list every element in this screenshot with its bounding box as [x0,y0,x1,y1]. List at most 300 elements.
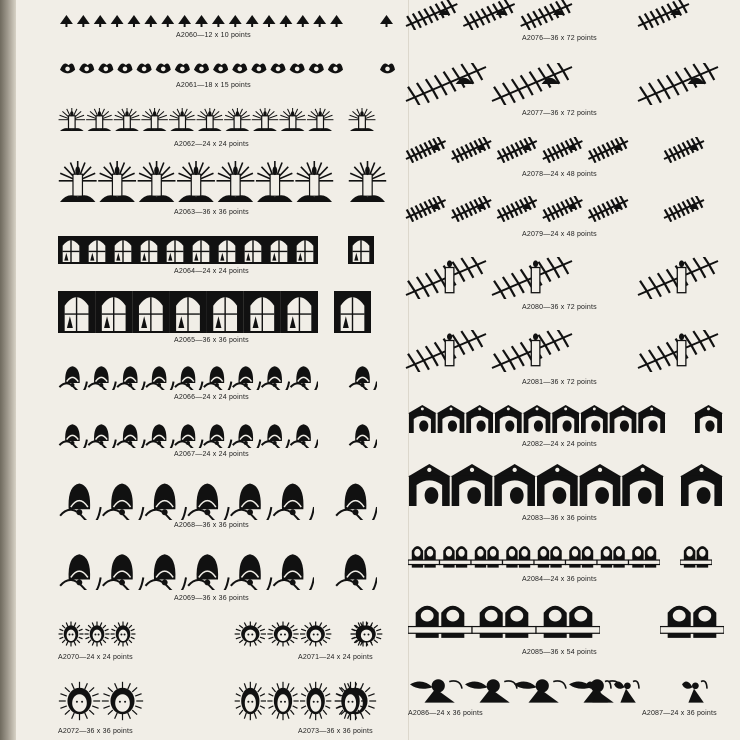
tree-icon [313,15,326,27]
pine-branch-icon [664,137,704,163]
bell-icon [349,424,377,448]
specimen-caption [174,522,249,529]
specimen-code: A2070 [58,654,80,661]
specimen-caption [174,595,249,602]
candle-icon [169,108,195,131]
ornament-single [660,598,724,640]
window-icon [136,236,162,264]
candle-icon [197,108,223,131]
nativity-icon [536,464,579,506]
face-icon [300,682,331,720]
specimen-code: A2079 [522,231,544,238]
ornament-single [662,137,708,163]
holly-icon [117,63,132,73]
window-icon [281,291,318,333]
holly-icon [137,63,152,73]
specimen-code: A2066 [174,394,196,401]
tree-icon [94,15,107,27]
window-icon [95,291,132,333]
specimen-caption [58,728,133,735]
ornament-single [348,161,387,205]
nativity-icon [579,464,622,506]
bell-icon [117,424,144,448]
nativity-icon [580,405,609,433]
tree-icon [279,15,292,27]
candle-icon [279,108,305,131]
candle-icon [256,161,294,202]
specimen-caption [174,451,249,458]
specimen-code: A2081 [522,379,544,386]
tree-icon [144,15,157,27]
tree-icon [178,15,191,27]
tree-icon [77,15,90,27]
ornament-single [680,676,708,704]
specimen-separator: — [543,515,551,522]
specimen-code: A2060 [176,32,198,39]
candle-icon [86,108,112,131]
candle-icon [114,108,140,131]
holly-icon [60,63,75,73]
holly-icon [213,63,228,73]
specimen-caption [174,394,249,401]
specimen-caption [522,171,597,178]
angel-icon [410,679,462,702]
angel-icon [514,679,566,702]
specimen-code: A2086 [408,710,430,717]
pine-branch-icon [521,0,572,30]
specimen-caption [522,649,597,656]
specimen-code: A2069 [174,595,196,602]
window-icon [58,236,84,264]
bell-icon [146,366,173,390]
bell-icon [233,424,260,448]
tree-icon [229,15,242,27]
ornament-strip [58,621,136,647]
specimen-caption [522,110,597,117]
bell-icon [145,483,186,520]
ornament-single [680,464,723,506]
bell-icon [336,483,377,520]
holly-icon [232,63,247,73]
tree-icon [195,15,208,27]
specimen-size: 36 x 36 points [202,595,249,602]
specimen-code: A2083 [522,515,544,522]
face-icon [111,622,136,647]
nativity-icon [694,405,723,433]
choir-icon [660,606,724,638]
ornament-single [334,291,371,333]
window-icon [207,291,244,333]
tree-icon [246,15,259,27]
specimen-size: 24 x 24 points [202,451,249,458]
nativity-icon [551,405,580,433]
candle-icon [59,108,85,131]
specimen-caption [174,268,249,275]
bell-icon [146,424,173,448]
specimen-caption [522,304,597,311]
choir-icon [503,546,535,567]
face-icon [235,622,266,647]
choir-icon [440,546,472,567]
specimen-caption [176,32,251,39]
ornament-strip [58,14,345,27]
holly-icon [175,63,190,73]
face-icon [335,682,367,720]
specimen-separator: — [197,32,205,39]
ornament-single [348,236,374,264]
specimen-code: A2073 [298,728,320,735]
tree-icon [380,15,393,27]
bell-icon [204,424,231,448]
specimen-size: 36 x 72 points [550,379,597,386]
face-icon [267,682,298,720]
specimen-caption [174,141,249,148]
angel-icon [682,681,707,703]
pine-branch-icon [406,63,486,105]
ornament-strip [58,59,345,77]
ornament-single [378,14,395,27]
specimen-caption [642,710,717,717]
holly-icon [290,63,305,73]
holly-icon [251,63,266,73]
specimen-caption [522,576,597,583]
nativity-icon [494,405,523,433]
bell-icon [262,366,289,390]
specimen-size: 24 x 24 points [326,654,373,661]
specimen-code: A2064 [174,268,196,275]
ornament-strip [404,63,576,105]
specimen-separator: — [543,110,551,117]
ornament-single [350,621,383,647]
window-icon [162,236,188,264]
tree-icon [212,15,225,27]
specimen-separator: — [543,304,551,311]
bell-icon [145,554,186,590]
bell-icon [262,424,289,448]
window-icon [292,236,318,264]
bell-icon [103,554,144,590]
window-icon [169,291,206,333]
specimen-size: 36 x 36 points [202,522,249,529]
holly-icon [98,63,113,73]
specimen-caption [174,209,249,216]
bell-icon [103,483,144,520]
specimen-code: A2061 [176,82,198,89]
specimen-code: A2067 [174,451,196,458]
specimen-separator: — [429,710,437,717]
specimen-separator: — [319,654,327,661]
ornament-single [348,108,376,134]
window-icon [58,291,95,333]
face-icon [235,682,266,720]
ornament-strip [584,676,640,704]
ornament-strip [404,330,576,372]
bell-icon [273,483,314,520]
window-icon [84,236,110,264]
window-icon [266,236,292,264]
pine-branch-icon [588,196,628,222]
specimen-code: A2071 [298,654,320,661]
angel-icon [586,681,611,703]
specimen-size: 24 x 24 points [202,268,249,275]
candle-icon [98,161,136,202]
specimen-size: 36 x 72 points [550,110,597,117]
holly-icon [270,63,285,73]
pine-candle-icon [492,330,572,372]
bell-icon [59,366,86,390]
specimen-caption [408,710,483,717]
ornament-single [680,541,712,569]
nativity-icon [637,405,666,433]
ornament-single [348,362,377,390]
ornament-strip [58,420,318,448]
specimen-separator: — [195,394,203,401]
specimen-size: 18 x 15 points [204,82,251,89]
face-icon [351,622,383,647]
holly-icon [328,63,343,73]
holly-icon [309,63,324,73]
specimen-separator: — [195,451,203,458]
bell-icon [273,554,314,590]
bell-icon [88,366,115,390]
bell-icon [231,483,272,520]
choir-icon [471,546,503,567]
specimen-code: A2065 [174,337,196,344]
ornament-strip [404,0,576,30]
ornament-strip [404,257,576,299]
face-icon [267,622,298,647]
pine-candle-icon [406,257,486,299]
tree-icon [263,15,276,27]
specimen-separator: — [195,141,203,148]
specimen-caption [522,441,597,448]
catalog-page [16,0,740,740]
ornament-strip [404,196,632,222]
specimen-size: 24 x 24 points [86,654,133,661]
specimen-code: A2072 [58,728,80,735]
specimen-caption [522,515,597,522]
ornament-strip [58,108,334,134]
tree-icon [296,15,309,27]
specimen-size: 24 x 24 points [202,394,249,401]
face-icon [300,622,331,647]
specimen-size: 36 x 36 points [202,209,249,216]
ornament-single [334,548,377,590]
bell-icon [231,554,272,590]
bell-icon [188,554,229,590]
candle-icon [252,108,278,131]
choir-icon [536,606,600,638]
nativity-icon [437,405,466,433]
ornament-strip [408,676,518,704]
window-icon [244,291,281,333]
bell-icon [188,483,229,520]
pine-branch-icon [588,137,628,163]
specimen-caption [174,337,249,344]
ornament-single [348,420,377,448]
holly-icon [380,63,395,73]
specimen-code: A2085 [522,649,544,656]
ornament-strip [58,681,144,721]
angel-icon [465,679,517,702]
specimen-size: 24 x 24 points [550,441,597,448]
specimen-separator: — [197,82,205,89]
ornament-strip [234,621,332,647]
bell-icon [349,366,377,390]
ornament-single [636,257,722,299]
bell-icon [291,424,318,448]
pine-branch-icon [497,196,537,222]
specimen-code: A2080 [522,304,544,311]
pine-branch-icon [543,196,583,222]
choir-icon [408,606,472,638]
specimen-caption [176,82,251,89]
specimen-size: 24 x 36 points [670,710,717,717]
pine-branch-icon [638,0,689,30]
specimen-separator: — [543,35,551,42]
tree-icon [161,15,174,27]
pine-branch-icon [406,0,457,30]
bell-icon [60,483,101,520]
pine-branch-icon [463,0,514,30]
specimen-code: A2076 [522,35,544,42]
bell-icon [117,366,144,390]
window-icon [348,236,374,264]
specimen-size: 36 x 72 points [550,35,597,42]
window-icon [132,291,169,333]
bell-icon [336,554,377,590]
choir-icon [680,546,712,567]
window-icon [214,236,240,264]
nativity-icon [523,405,552,433]
window-icon [188,236,214,264]
holly-icon [194,63,209,73]
candle-icon [141,108,167,131]
specimen-size: 36 x 36 points [326,728,373,735]
nativity-icon [680,464,723,506]
pine-branch-icon [452,137,492,163]
tree-icon [111,15,124,27]
specimen-separator: — [543,379,551,386]
specimen-separator: — [543,231,551,238]
choir-icon [534,546,566,567]
tree-icon [60,15,73,27]
candle-icon [349,108,376,131]
specimen-size: 36 x 54 points [550,649,597,656]
bell-icon [204,366,231,390]
specimen-size: 24 x 48 points [550,171,597,178]
pine-candle-icon [638,257,718,299]
specimen-separator: — [195,337,203,344]
specimen-separator: — [79,728,87,735]
pine-branch-icon [664,196,704,222]
ornament-strip [408,405,666,433]
specimen-code: A2062 [174,141,196,148]
specimen-separator: — [543,441,551,448]
bell-icon [59,424,86,448]
face-icon [102,682,143,720]
face-icon [59,622,84,647]
bell-icon [175,366,202,390]
holly-icon [156,63,171,73]
window-icon [110,236,136,264]
specimen-separator: — [79,654,87,661]
pine-branch-icon [492,63,572,105]
bell-icon [233,366,260,390]
candle-icon [217,161,255,202]
nativity-icon [408,464,451,506]
specimen-separator: — [195,522,203,529]
face-icon [59,682,100,720]
face-icon [85,622,110,647]
ornament-strip [408,464,664,506]
candle-icon [295,161,333,202]
angel-icon [614,681,639,703]
bell-icon [291,366,318,390]
bell-icon [60,554,101,590]
ornament-single [334,681,367,721]
specimen-caption [522,35,597,42]
ornament-single [662,196,708,222]
nativity-icon [408,405,437,433]
ornament-strip [58,477,314,520]
nativity-icon [451,464,494,506]
specimen-separator: — [195,209,203,216]
ornament-strip [58,291,318,333]
nativity-icon [609,405,638,433]
choir-icon [629,546,661,567]
specimen-caption [522,231,597,238]
specimen-size: 36 x 36 points [202,337,249,344]
specimen-separator: — [543,171,551,178]
specimen-size: 24 x 48 points [550,231,597,238]
specimen-size: 24 x 24 points [202,141,249,148]
specimen-code: A2087 [642,710,664,717]
ornament-strip [58,161,334,205]
nativity-icon [493,464,536,506]
candle-icon [224,108,250,131]
ornament-strip [58,548,314,590]
tree-icon [128,15,141,27]
specimen-caption [522,379,597,386]
ornament-single [378,59,397,77]
specimen-size: 36 x 72 points [550,304,597,311]
specimen-separator: — [195,595,203,602]
specimen-code: A2063 [174,209,196,216]
specimen-caption [298,654,373,661]
specimen-size: 36 x 36 points [86,728,133,735]
specimen-separator: — [543,576,551,583]
pine-branch-icon [406,196,446,222]
specimen-caption [58,654,133,661]
ornament-strip [408,598,600,640]
specimen-code: A2068 [174,522,196,529]
ornament-strip [234,681,332,721]
nativity-icon [621,464,664,506]
specimen-code: A2077 [522,110,544,117]
pine-branch-icon [452,196,492,222]
specimen-separator: — [195,268,203,275]
ornament-strip [408,541,660,569]
ornament-single [636,0,693,30]
candle-icon [138,161,176,202]
ornament-strip [404,137,632,163]
nativity-icon [465,405,494,433]
ornament-strip [58,236,318,264]
pine-candle-icon [492,257,572,299]
bell-icon [175,424,202,448]
candle-icon [177,161,215,202]
